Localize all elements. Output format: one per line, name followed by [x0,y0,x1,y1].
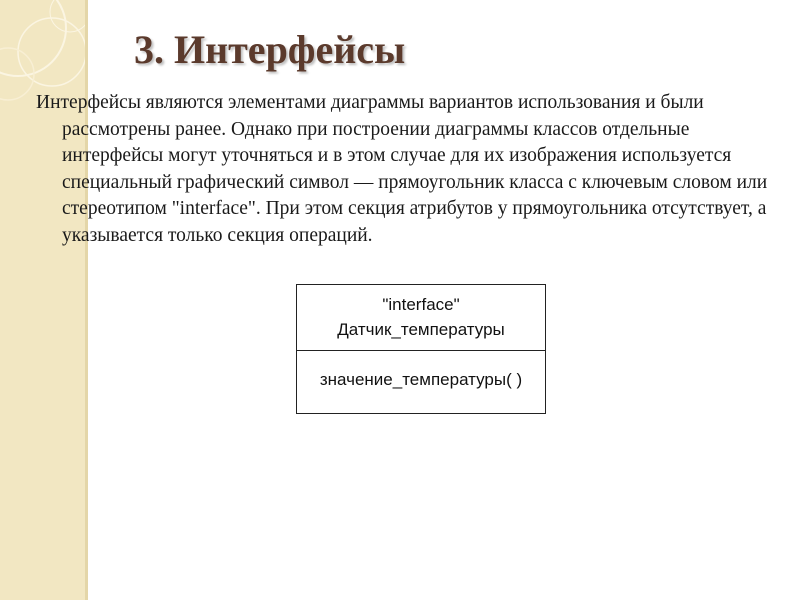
uml-operations-section [297,351,545,391]
uml-interface-diagram [296,284,546,414]
body-paragraph: Интерфейсы являются элементами диаграммы вариантов использования и были рассмотрены ранее. Однако при построении диаграммы классов отдельные интерфейсы могут уточняться и в этом случае для их изображения используется специальный графический символ — прямоугольник класса с ключевым словом или стереотипом "interface". При этом секция атрибутов у прямоугольника отсутствует, а указывается только секция операций. [36,92,768,246]
uml-interface-header [297,285,545,351]
uml-operation-item: значение_температуры( ) [319,370,523,389]
uml-interface-name: Датчик_температуры [337,320,505,339]
uml-stereotype-label: "interface" [382,295,460,314]
slide-title: 3. Интерфейсы [134,27,406,72]
